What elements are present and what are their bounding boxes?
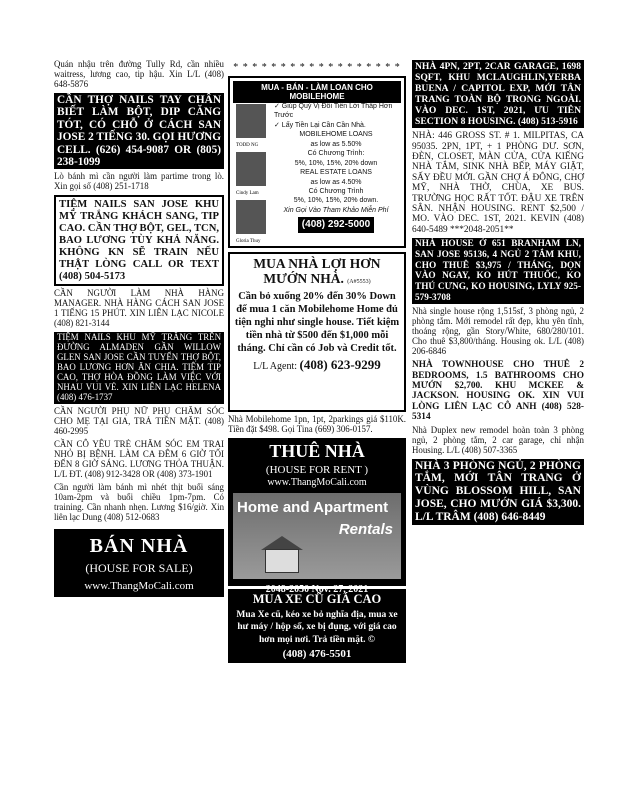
ad-blossom-hill: NHÀ 3 PHÒNG NGỦ, 2 PHÒNG TẮM, MỚI TÂN TRANG Ở VÙNG BLOSSOM HILL, SAN JOSE, CHO MƯỚN GIÁ $3,300. L/L TRÂM (408) 646-8449 bbox=[412, 459, 584, 525]
ad-restaurant-manager: CẦN NGƯỜI LÀM NHÀ HÀNG MANAGER. NHÀ HÀNG CÁCH SAN JOSE 1 TIẾNG 15 PHÚT. XIN LIÊN LẠC NICOLE (408) 821-3144 bbox=[54, 288, 224, 329]
agent-photos bbox=[236, 104, 270, 248]
mobilehome-loan-ad bbox=[228, 76, 406, 248]
car-ad-title: MUA XE CŨ GIÁ CAO bbox=[252, 591, 382, 606]
ad-bakery-parttime: Lò bánh mì cần người làm partime trong lò. Xin gọi số (408) 251-1718 bbox=[54, 171, 224, 192]
sale-url: www.ThangMoCali.com bbox=[84, 579, 194, 592]
ad-nails-hiring-1: CẦN THỢ NAILS TAY CHÂN BIẾT LÀM BỘT, DIP CĂNG TÓT, CÓ CHỖ Ở CÁCH SAN JOSE 2 TIẾNG 30. GỌI HƯƠNG CELL. (626) 454-9087 OR (805) 238-1099 bbox=[54, 93, 224, 170]
buy-vs-rent-ad bbox=[228, 252, 406, 412]
rent-url: www.ThangMoCali.com bbox=[267, 476, 367, 488]
ad-caregiver-mother: CẦN NGƯỜI PHỤ NỮ PHỤ CHĂM SÓC CHO MẸ TẠI GIA, TRẢ TIỀN MẶT. (408) 460-2995 bbox=[54, 406, 224, 436]
ad-branham-house: NHÀ HOUSE Ở 651 BRANHAM LN, SAN JOSE 95136, 4 NGỦ 2 TẮM KHU, CHO THUÊ $3,975 / THÁNG, DỌN VÀO NGAY, KO HÚT THUỐC, KO THÚ CƯNG, KO HOUSING, LYLY 925-579-3708 bbox=[412, 238, 584, 304]
mobilehome-phone: (408) 292-5000 bbox=[298, 217, 374, 233]
ad-nails-hiring-2: TIỆM NAILS SAN JOSE KHU MỸ TRẮNG KHÁCH SANG, TIP CAO. CẦN THỢ BỘT, GEL, TCN, BAO LƯƠNG TÙY KHẢ NĂNG. KHÔNG KN SẼ TRAIN NẾU THẬT LÒNG CALL OR TEXT (408) 504-5173 bbox=[54, 195, 224, 286]
ad-duplex: Nhà Duplex new remodel hoàn toàn 3 phòng ngủ, 2 phòng tắm, 2 car garage, chỉ nhận Housing. L/L (408) 507-3365 bbox=[412, 424, 584, 455]
used-car-buyer-ad bbox=[228, 589, 406, 663]
buy-vs-rent-title: MUA NHÀ LỢI HƠN MƯỚN NHÀ. (A#5553) bbox=[253, 256, 381, 286]
ad-house-mclaughlin: NHÀ 4PN, 2PT, 2CAR GARAGE, 1698 SQFT, KHU MCLAUGHLIN,YERBA BUENA / CAPITOL EXP, MỚI TÂN TRANG TOÀN BỘ TRONG NGOÀI. VÀO DEC. 1ST, 2021, ƯU TIÊN SECTION 8 HOUSING. (408) 513-5916 bbox=[412, 60, 584, 128]
car-ad-phone: (408) 476-5501 bbox=[282, 647, 352, 660]
car-ad-body: Mua Xe cũ, kéo xe bỏ nghĩa địa, mua xe hư máy / hộp số, xe bị đụng, với giá cao hơn mọi nơi. Trả tiền mặt. © bbox=[236, 609, 398, 645]
agent-photo: TODD NG bbox=[236, 104, 266, 138]
buy-vs-rent-agent: L/L Agent: (408) 623-9299 bbox=[253, 357, 381, 373]
classifieds-column-left bbox=[54, 60, 224, 597]
ad-nails-hiring-3: TIỆM NAILS KHU MỸ TRẮNG TRÊN ĐƯỜNG ALMADEN GẦN WILLOW GLEN SAN JOSE CẦN TUYỂN THỢ BỘT, BAO LƯƠNG HƠN ĂN CHIA. TIỆM TIP CAO, THỢ HÒA ĐỒNG LÀM VIỆC VỚI NHAU VUI VẺ. XIN LIÊN LẠC HELENA (408) 476-1737 bbox=[54, 332, 224, 404]
stars-divider: * * * * * * * * * * * * * * * * * * bbox=[233, 62, 401, 73]
ad-gross-st-milpitas: NHÀ: 446 GROSS ST. # 1. MILPITAS, CA 95035. 2PN, 1PT, + 1 PHÒNG DƯ. SƠN, ĐÈN, CLOSET, MÀN CỬA, CỬA KIẾNG NHÀ TẮM, SINK NHÀ BẾP, MÁY GIẶT, SẤY ĐỀU MỚI. GẦN CHỢ Á ĐÔNG, CHỢ MỸ, NHÀ THỜ, CHÙA, XE BUS. TRƯỜNG HỌC RẤT TỐT. ĐẬU XE TRÊN SÂN. NHẬN HOUSING. RENT $2,500 / MO. VÀO DEC. 1ST, 2021. KEVIN (408) 640-5489 ***2048-2051** bbox=[412, 131, 584, 235]
classifieds-column-middle bbox=[228, 60, 406, 663]
classifieds-column-right bbox=[412, 60, 584, 528]
ad-townhouse: NHÀ TOWNHOUSE CHO THUÊ 2 BEDROOMS, 1.5 BATHROOMS CHO MƯỚN $2,700. KHU MCKEE & JACKSON. HOUSING OK. XIN VUI LÒNG LIÊN LẠC CÔ ANH (408) 528-5314 bbox=[412, 360, 584, 423]
mobilehome-ad-text: ✓ Giúp Quý Vị Đổi Tiền Lời Thấp Hơn Trước ✓ Lấy Tiền Lại Cần Cần Nhà. MOBILEHOME LOANS as low as 5.50% Có Chương Trình: 5%, 10%, 15%, 20% down REAL ESTATE LOANS as low as 4.50% Có Chương Trình 5%, 10%, 15%, 20% down. Xin Gọi Vào Tham Khảo Miễn Phí (408) 292-5000 bbox=[274, 102, 398, 233]
buy-vs-rent-body: Cần bỏ xuống 20% đến 30% Down để mua 1 căn Mobilehome Home đủ tiện nghi như single house. Tiết kiệm tiền nhà từ $500 đến $1,000 mỗi tháng. Chỉ cần có Job và Credit tốt. bbox=[234, 290, 400, 355]
sale-subtitle: (HOUSE FOR SALE) bbox=[85, 560, 193, 575]
house-for-rent-banner bbox=[228, 438, 406, 595]
house-icon bbox=[265, 549, 299, 573]
rent-title: THUÊ NHÀ bbox=[269, 440, 365, 461]
ad-mobilehome-sale: Nhà Mobilehome 1pn, 1pt, 2parkings giá $110K. Tiền đặt $498. Gọi Tina (669) 306-0157. bbox=[228, 414, 406, 434]
ad-caregiver-child: CẦN CÔ YÊU TRẺ CHĂM SÓC EM TRAI NHỎ BỊ BỆNH. LÀM CA ĐÊM 6 GIỜ TỐI ĐẾN 8 GIỜ SÁNG. LƯƠNG THỎA THUẬN. L/L ĐT. (408) 912-3428 OR (408) 373-1901 bbox=[54, 438, 224, 479]
house-for-sale-banner bbox=[54, 529, 224, 597]
ad-restaurant-waitress: Quán nhậu trên đường Tully Rd, cần nhiều waitress, lương cao, tip hậu. Xin L/L (408) 648-5876 bbox=[54, 59, 224, 89]
ad-single-house: Nhà single house rộng 1,515sf, 3 phòng ngủ, 2 phòng tắm. Mới remodel rất đẹp, khu yên tĩnh, thoáng rộng, gần Story/White, 680/280/101. Cho thuê $3,800/tháng. Housing ok. L/L (408) 206-6846 bbox=[412, 306, 584, 357]
rentals-graphic: Home and Apartment Rentals bbox=[233, 493, 401, 579]
agent-photo: Cindy Lam bbox=[236, 152, 266, 186]
rent-subtitle: (HOUSE FOR RENT ) bbox=[265, 463, 369, 476]
house-icon bbox=[261, 536, 303, 550]
agent-photo: Gloria Thuy bbox=[236, 200, 266, 234]
ad-sandwich-maker: Cần người làm bánh mì nhét thịt buổi sáng 10am-2pm và buổi chiều 1pm-7pm. Có training. Cần nhanh nhẹn. Lương $16/giờ. Xin liên lạc Dung (408) 512-0683 bbox=[54, 481, 224, 522]
sale-title: BÁN NHÀ bbox=[89, 534, 189, 557]
issue-date: 2048-2050 Nov. 27, 2021 bbox=[265, 583, 369, 595]
mobilehome-ad-header: MUA - BÁN - LÀM LOAN CHO MOBILEHOME bbox=[233, 81, 401, 103]
